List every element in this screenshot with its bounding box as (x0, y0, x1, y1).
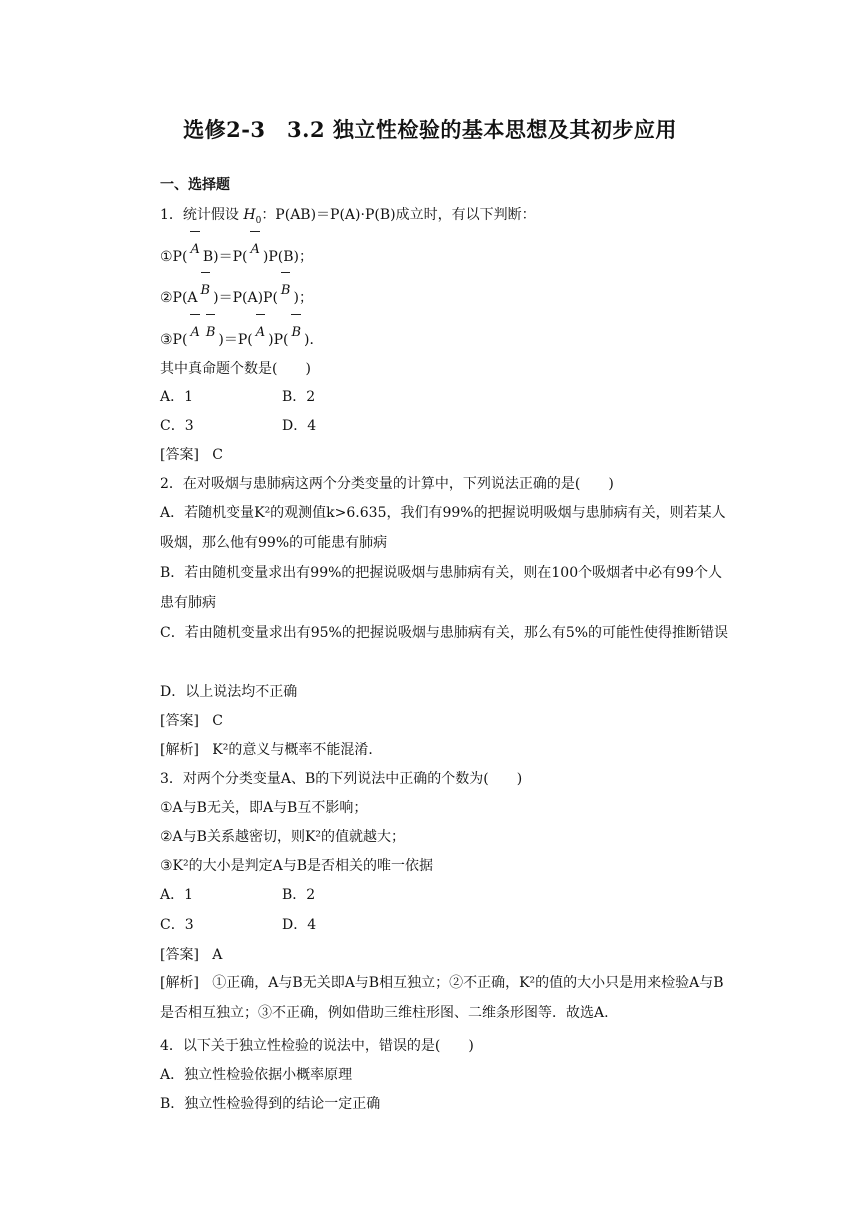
q3-option-d: D．4 (282, 917, 317, 933)
q3-statement-1: ①A与B无关，即A与B互不影响； (160, 800, 368, 816)
page-title: 选修2-3 3.2 独立性检验的基本思想及其初步应用 (183, 117, 677, 142)
q2-answer: [答案] C (160, 713, 224, 729)
q2-stem: 2．在对吸烟与患肺病这两个分类变量的计算中，下列说法正确的是( ) (160, 476, 614, 492)
q3-statement-3: ③K²的大小是判定A与B是否相关的唯一依据 (160, 858, 434, 874)
q1-statement-2: ②P(A B )＝P(A)P( B )； (160, 288, 313, 309)
q4-stem: 4．以下关于独立性检验的说法中，错误的是( ) (160, 1038, 474, 1054)
q3-analysis: [解析] ①正确，A与B无关即A与B相互独立；②不正确，K²的值的大小只是用来检验A与B是否相互独立；③不正确，例如借助三维柱形图、二维条形图等．故选A. (160, 975, 724, 1021)
q1-option-a: A．1 (160, 389, 194, 405)
q3-statement-2: ②A与B关系越密切，则K²的值就越大； (160, 829, 406, 845)
q3-stem: 3．对两个分类变量A、B的下列说法中正确的个数为( ) (160, 771, 523, 787)
q3-answer: [答案] A (160, 947, 223, 963)
q2-option-c: C．若由随机变量求出有95%的把握说吸烟与患肺病有关，那么有5%的可能性使得推断错误 (160, 625, 729, 641)
q4-option-b: B．独立性检验得到的结论一定正确 (160, 1096, 381, 1112)
q1-option-c: C．3 (160, 418, 194, 434)
q2-option-b: B．若由随机变量求出有99%的把握说吸烟与患肺病有关，则在100个吸烟者中必有99个人患有肺病 (160, 565, 722, 611)
q3-option-a: A．1 (160, 887, 194, 903)
q1-statement-1: ①P( A B)＝P( A )P(B)； (160, 247, 313, 268)
q2-analysis: [解析] K²的意义与概率不能混淆． (160, 742, 383, 758)
q1-statement-3: ③P( A B )＝P( A )P( B )． (160, 330, 324, 351)
q1-question: 其中真命题个数是( ) (160, 361, 311, 377)
q3-option-c: C．3 (160, 917, 194, 933)
q1-option-b: B．2 (282, 389, 316, 405)
q1-option-d: D．4 (282, 418, 317, 434)
section-heading: 一、选择题 (160, 177, 230, 193)
q1-answer: [答案] C (160, 447, 224, 463)
q2-option-d: D．以上说法均不正确 (160, 684, 298, 700)
q1-stem: 1．统计假设 $H_0$：P(AB)＝P(A)·P(B)成立时，有以下判断： (160, 207, 536, 226)
q4-option-a: A．独立性检验依据小概率原理 (160, 1067, 353, 1083)
q2-option-a: A．若随机变量K²的观测值k>6.635，我们有99%的把握说明吸烟与患肺病有关，则若某人吸烟，那么他有99%的可能患有肺病 (160, 505, 726, 551)
q3-option-b: B．2 (282, 887, 316, 903)
